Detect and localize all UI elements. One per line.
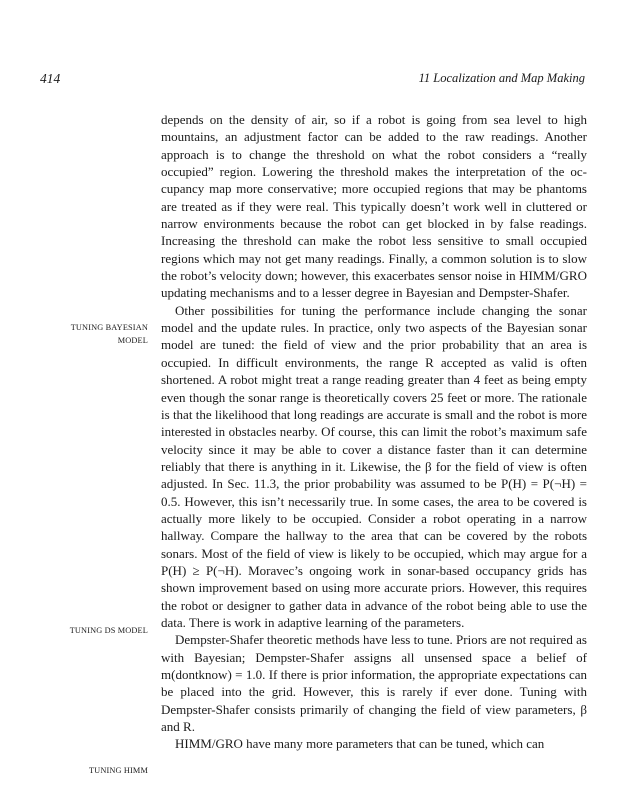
body-text <box>161 111 587 753</box>
margin-note-tuning-ds: TUNING DS MODEL <box>69 626 148 635</box>
margin-note-tuning-himm: TUNING HIMM <box>88 766 148 775</box>
running-header: 11 Localization and Map Making <box>418 71 585 85</box>
page-number: 414 <box>40 71 61 86</box>
margin-note-tuning-bayesian: TUNING BAYESIAN MODEL <box>70 323 148 345</box>
paragraph: Other possibilities for tuning the performance include changing the sonar model and the update rules. In practice, only two aspects of the Bayesian sonar model are tuned: the field of view and the prior probability that an area is occupied. In difficult environments, the range R accepted as valid is often shortened. A robot might treat a range reading greater than 4 feet as being empty even though the sonar range is theoretically covers 25 feet or more. The rationale is that the likelihood that long readings are accurate is small and the robot is more interested in obstacles nearby. Of course, this can limit the robot’s maximum safe velocity since it may be able to cover a distance faster than it can determine reliably that there is anything in it. Likewise, the β for the field of view is often adjusted. In Sec. 11.3, the prior probability was assumed to be P(H) = P(¬H) = 0.5. However, this isn’t necessarily true. In some cases, the area to be covered is actually more likely to be occupied. Consider a robot operating in a narrow hallway. Compare the hallway to the area that can be covered by the robots sonars. Most of the field of view is likely to be occupied, which may argue for a P(H) ≥ P(¬H). Moravec’s ongoing work in sonar-based occupancy grids has shown improvement based on using more accurate priors. However, this requires the robot or designer to gather data in advance of the robot being able to use the data. There is work in adaptive learning of the parameters. <box>161 302 587 630</box>
paragraph: depends on the density of air, so if a robot is going from sea level to high mountains, an adjustment factor can be added to the raw readings. Another approach is to change the threshold on what the robot considers a “really occupied” region. Lowering the threshold makes the interpretation of the occupancy map more conservative; more occupied regions that may be phantoms are treated as if they were real. This typically doesn’t work well in cluttered or narrow environments because the robot can get blocked in by false readings. Increasing the threshold can make the robot less sensitive to small occupied regions which may not get many readings. Finally, a common solution is to slow the robot’s velocity down; however, this exacerbates sensor noise in HIMM/GRO updating mechanisms and to a lesser degree in Bayesian and Dempster-Shafer. <box>161 112 587 301</box>
paragraph: HIMM/GRO have many more parameters that can be tuned, which can <box>175 736 545 752</box>
paragraph: Dempster-Shafer theoretic methods have less to tune. Priors are not required as with Bayesian; Dempster-Shafer assigns all unsensed space a belief of m(dontknow) = 1.0. If there is prior information, the appropriate expectations can be placed into the grid. However, this is rarely if ever done. Tuning with Dempster-Shafer consists primarily of changing the field of view parameters, β and R. <box>161 632 587 735</box>
